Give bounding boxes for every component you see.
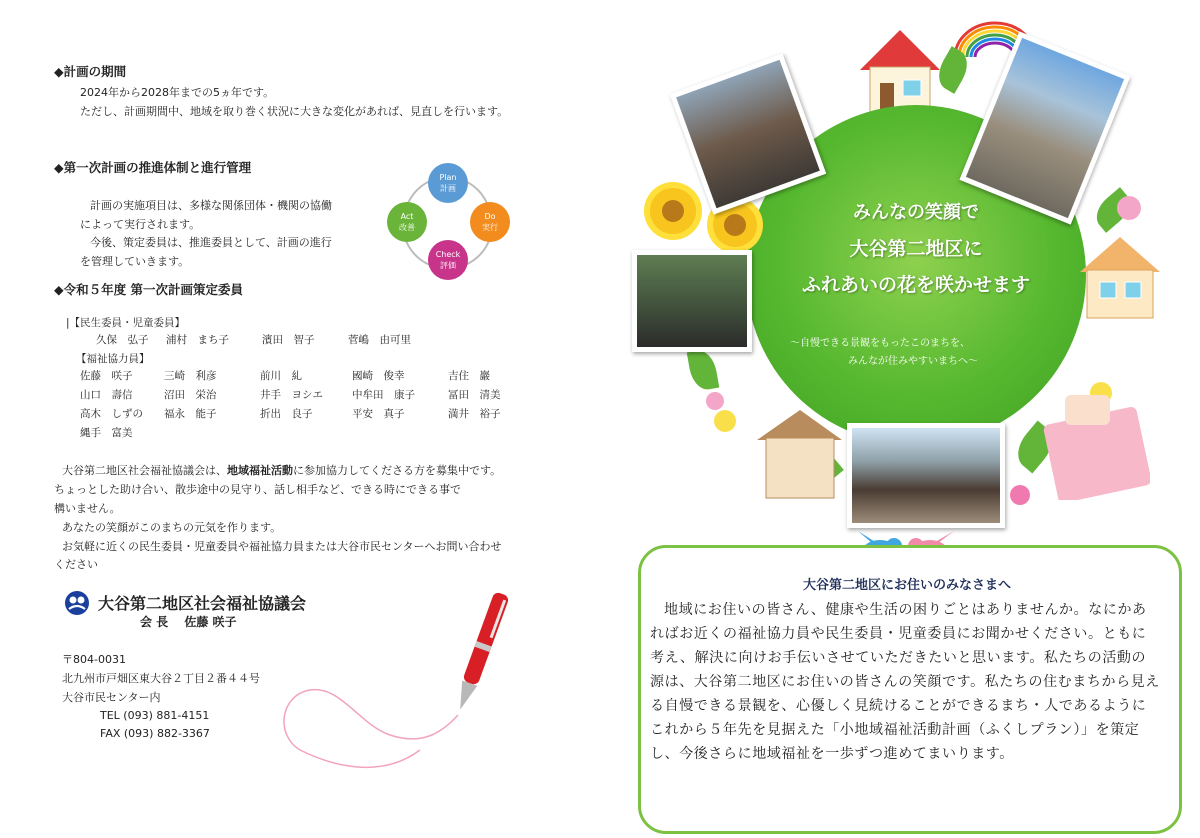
management-line-2: によって実行されます。 <box>80 218 201 231</box>
sunflower-icon <box>650 188 696 234</box>
flower-icon <box>706 392 724 410</box>
org-postal: 〒804-0031 <box>62 653 126 666</box>
house-illustration <box>752 405 847 505</box>
cover-subtitle <box>790 335 1050 371</box>
management-line-3: 今後、策定委員は、推進委員として、計画の進行 <box>90 236 332 249</box>
period-line-2: ただし、計画期間中、地域を取り巻く状況に大きな変化があれば、見直しを行います。 <box>80 105 509 118</box>
cover-title-line-3: ふれあいの花を咲かせます <box>801 274 1030 296</box>
committee-heading: ◆令和５年度 第一次計画策定委員 <box>54 282 243 297</box>
management-line-4: を管理していきます。 <box>80 255 190 268</box>
recruit-line-1-a: 大谷第二地区社会福祉協議会は、 <box>62 464 227 477</box>
flower-icon <box>1010 485 1030 505</box>
recruit-line-2: ちょっとした助け合い、散歩途中の見守り、話し相手など、できる時にできる事で <box>54 483 461 496</box>
message-body: 地域にお住いの皆さん、健康や生活の困りごとはありませんか。なにかあればお近くの福祉協力員や民生委員・児童委員にお聞かせください。ともに考え、解決に向けお手伝いさせていただきたいと思います。私たちの活動の源は、大谷第二地区にお住いの皆さんの笑顔です。私たちの住むまちから見える自慢できる景観を、心優しく見続けることができるまち・人であるようにこれから５年先を見据えた「小地域福祉活動計画（ふくしプラン）」を策定し、今後さらに地域福祉を一歩ずつ進めてまいります。 <box>650 602 1160 762</box>
cycle-act <box>387 202 427 242</box>
org-chair: 会 長 佐藤 咲子 <box>140 615 237 629</box>
recruit-line-6: ください <box>54 558 98 571</box>
committee-member: 國崎 俊幸 <box>352 370 405 382</box>
message-heading: 大谷第二地区にお住いのみなさまへ <box>802 578 1011 593</box>
house-illustration <box>1075 232 1165 322</box>
committee-member: 冨田 清美 <box>448 389 501 401</box>
org-tel: TEL (093) 881-4151 <box>100 709 210 722</box>
committee-member: 久保 弘子 <box>96 334 149 346</box>
house-illustration <box>1040 380 1150 500</box>
cycle-act-jp: 改善 <box>399 223 415 232</box>
cycle-plan-jp: 計画 <box>440 184 456 193</box>
cycle-do-en: Do <box>484 212 496 221</box>
cycle-check-en: Check <box>435 250 461 259</box>
org-logo-icon <box>64 590 90 620</box>
committee-member: 浦村 まち子 <box>166 334 229 346</box>
cycle-do-jp: 実行 <box>482 223 498 232</box>
photo-tunnel <box>632 250 752 352</box>
recruit-line-1-b: に参加協力してくださる方を募集中です。 <box>293 464 502 477</box>
management-heading: ◆第一次計画の推進体制と進行管理 <box>54 160 252 175</box>
recruit-line-1 <box>62 461 501 480</box>
committee-member: 三崎 利彦 <box>164 370 217 382</box>
cycle-check <box>428 240 468 280</box>
org-office: 大谷市民センター内 <box>62 691 161 704</box>
org-address: 北九州市戸畑区東大谷２丁目２番４４号 <box>62 672 260 685</box>
leaf-icon <box>687 348 720 392</box>
recruit-line-4: あなたの笑顔がこのまちの元気を作ります。 <box>62 521 282 534</box>
committee-member: 高木 しずの <box>80 408 143 420</box>
org-fax: FAX (093) 882-3367 <box>100 727 210 740</box>
committee-member: 満井 裕子 <box>448 408 501 420</box>
committee-group2-label: 【福祉協力員】 <box>76 353 150 365</box>
period-line-1: 2024年から2028年までの5ヵ年です。 <box>80 86 275 99</box>
cover-title-line-2: 大谷第二地区に <box>849 238 983 260</box>
committee-member: 佐藤 咲子 <box>80 370 133 382</box>
pen-heart-illustration <box>270 585 530 785</box>
period-heading: ◆計画の期間 <box>54 64 127 79</box>
recruit-line-5: お気軽に近くの民生委員・児童委員や福祉協力員または大谷市民センターへお問い合わせ <box>62 540 502 553</box>
committee-group1-label: |【民生委員・児童委員】 <box>66 317 186 329</box>
committee-member: 沼田 栄治 <box>164 389 217 401</box>
cover-title <box>746 195 1086 303</box>
cover-title-line-1: みんなの笑顔で <box>853 202 979 223</box>
cycle-plan <box>428 163 468 203</box>
flower-icon <box>714 410 736 432</box>
cycle-act-en: Act <box>400 212 414 221</box>
management-line-1: 計画の実施項目は、多様な関係団体・機関の協働 <box>90 199 332 212</box>
committee-member: 山口 壽信 <box>80 389 133 401</box>
committee-member: 福永 能子 <box>164 408 217 420</box>
committee-member: 濱田 智子 <box>262 334 315 346</box>
flower-icon <box>1117 196 1141 220</box>
committee-member: 前川 糺 <box>260 370 302 382</box>
committee-member: 縄手 富美 <box>80 427 133 439</box>
committee-member: 中牟田 康子 <box>352 389 415 401</box>
cycle-plan-en: Plan <box>439 173 457 182</box>
recruit-line-1-bold: 地域福祉活動 <box>227 464 293 477</box>
cover-subtitle-line-2: みんなが住みやすいまちへ～ <box>848 356 978 367</box>
cover-subtitle-line-1: ～自慢できる景観をもったこのまちを、 <box>790 338 970 349</box>
photo-shrine <box>847 423 1005 528</box>
committee-member: 平安 真子 <box>352 408 405 420</box>
committee-member: 菅嶋 由可里 <box>348 334 411 346</box>
cycle-check-jp: 評価 <box>440 261 456 270</box>
committee-member: 吉住 巖 <box>448 370 490 382</box>
org-name: 大谷第二地区社会福祉協議会 <box>98 594 307 613</box>
committee-member: 折出 良子 <box>260 408 313 420</box>
cycle-do <box>470 202 510 242</box>
committee-member: 井手 ヨシエ <box>260 389 323 401</box>
recruit-line-3: 構いません。 <box>54 502 121 515</box>
